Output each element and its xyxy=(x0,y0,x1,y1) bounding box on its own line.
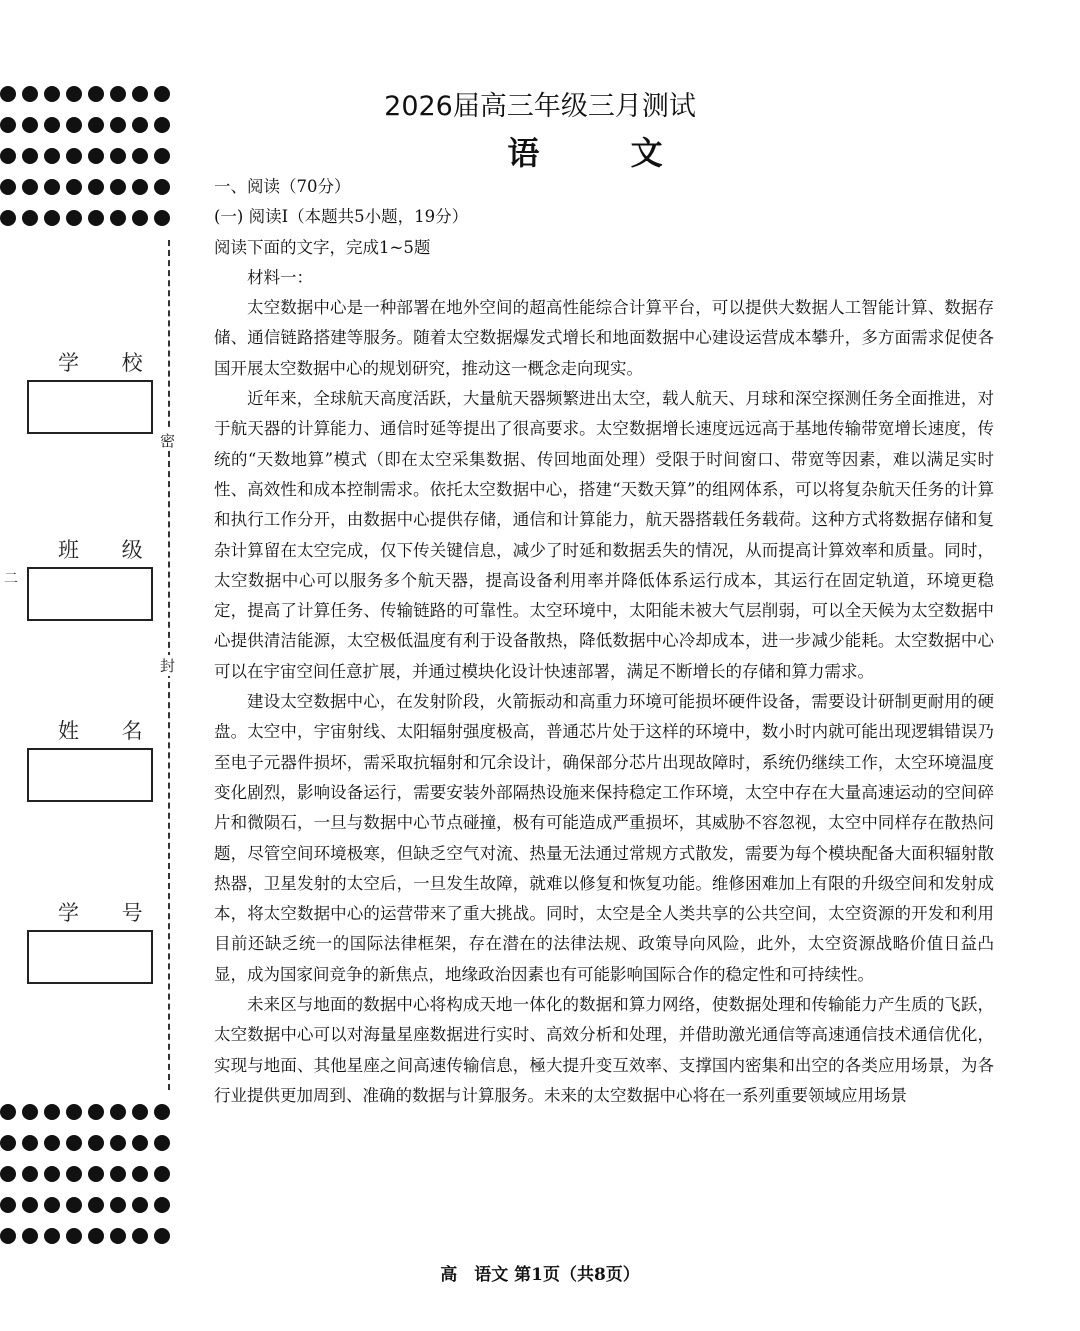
exam-title: 2026届高三年级三月测试 xyxy=(384,91,696,122)
material-label: 材料一： xyxy=(247,267,313,287)
paragraph: 未来区与地面的数据中心将构成天地一体化的数据和算力网络，使数据处理和传输能力产生质的飞跃，太空数据中心可以对海量星座数据进行实时、高效分析和处理，并借助激光通信等高速通信技术通信优化，实现与地面、其他星座之间高速传输信息，極大提升变互效率、支撑国内密集和出空的各类应用场景，为各行业提供更加周到、准确的数据与计算服务。未来的太空数据中心将在一系列重要领域应用场景 xyxy=(214,995,994,1105)
page-footer: 高 语文 第1页（共8页） xyxy=(440,1265,640,1285)
paragraph: 太空数据中心是一种部署在地外空间的超高性能综合计算平台，可以提供大数据人工智能计算、数据存储、通信链路搭建等服务。随着太空数据爆发式增长和地面数据中心建设运营成本攀升，多方面需求促使各国开展太空数据中心的规划研究，推动这一概念走向现实。 xyxy=(214,298,994,378)
seal-char-feng: 封 xyxy=(160,657,176,675)
school-label: 学 校 xyxy=(58,351,161,375)
paragraph: 近年来，全球航天高度活跃，大量航天器频繁进出太空，载人航天、月球和深空探测任务全面推进，对于航天器的计算能力、通信时延等提出了很高要求。太空数据增长速度远远高于基地传输带宽增长速度，传统的“天数地算”模式（即在太空采集数据、传回地面处理）受限于时间窗口、带宽等因素，难以满足实时性、高效性和成本控制需求。依托太空数据中心，搭建“天数天算”的组网体系，可以将复杂航天任务的计算和执行工作分开，由数据中心提供存储，通信和计算能力，航天器搭载任务载荷。这种方式将数据存储和复杂计算留在太空完成，仅下传关键信息，减少了时延和数据丢失的情况，从而提高计算效率和质量。同时，太空数据中心可以服务多个航天器，提高设备利用率并降低体系运行成本，其运行在固定轨道，环境更稳定，提高了计算任务、传输链路的可靠性。太空环境中，太阳能未被大气层削弱，可以全天候为太空数据中心提供清洁能源，太空极低温度有利于设备散热，降低数据中心冷却成本，进一步减少能耗。太空数据中心可以在宇宙空间任意扩展，并通过模块化设计快速部署，满足不断增长的存储和算力需求。 xyxy=(214,389,994,681)
instruction: 阅读下面的文字，完成1~5题 xyxy=(214,237,431,257)
reading-content xyxy=(214,172,994,1111)
name-field[interactable] xyxy=(27,748,153,802)
name-label: 姓 名 xyxy=(58,719,161,743)
student-id-label: 学 号 xyxy=(58,901,161,925)
class-label: 班 级 xyxy=(58,538,161,562)
class-field[interactable] xyxy=(27,567,153,621)
edge-mark: 二 xyxy=(4,571,18,587)
sub-heading: (一) 阅读Ⅰ（本题共5小题，19分） xyxy=(214,207,469,227)
school-field[interactable] xyxy=(27,380,153,434)
section-heading: 一、阅读（70分） xyxy=(214,177,351,196)
student-id-field[interactable] xyxy=(27,930,153,984)
subject-title: 语 文 xyxy=(507,134,703,172)
seal-char-mi: 密 xyxy=(160,432,176,450)
paragraph: 建设太空数据中心，在发射阶段，火箭振动和高重力环境可能损坏硬件设备，需要设计研制更耐用的硬盘。太空中，宇宙射线、太阳辐射强度极高，普通芯片处于这样的环境中，数小时内就可能出现逻辑错误乃至电子元器件损坏，需采取抗辐射和冗余设计，确保部分芯片出现故障时，系统仍继续工作，太空环境温度变化剧烈，影响设备运行，需要安装外部隔热设施来保持稳定工作环境，太空中存在大量高速运动的空间碎片和微陨石，一旦与数据中心节点碰撞，极有可能造成严重损坏，其威胁不容忽视，太空中同样存在散热问题，尽管空间环境极寒，但缺乏空气对流、热量无法通过常规方式散发，需要为每个模块配备大面积辐射散热器，卫星发射的太空后，一旦发生故障，就难以修复和恢复功能。维修困难加上有限的升级空间和发射成本，将太空数据中心的运营带来了重大挑战。同时，太空是全人类共享的公共空间，太空资源的开发和利用目前还缺乏统一的国际法律框架，存在潜在的法律法规、政策导向风险，此外，太空资源战略价值日益凸显，成为国家间竞争的新焦点，地缘政治因素也有可能影响国际合作的稳定性和可持续性。 xyxy=(214,692,994,984)
bottom-dot-strip xyxy=(0,1104,170,1259)
